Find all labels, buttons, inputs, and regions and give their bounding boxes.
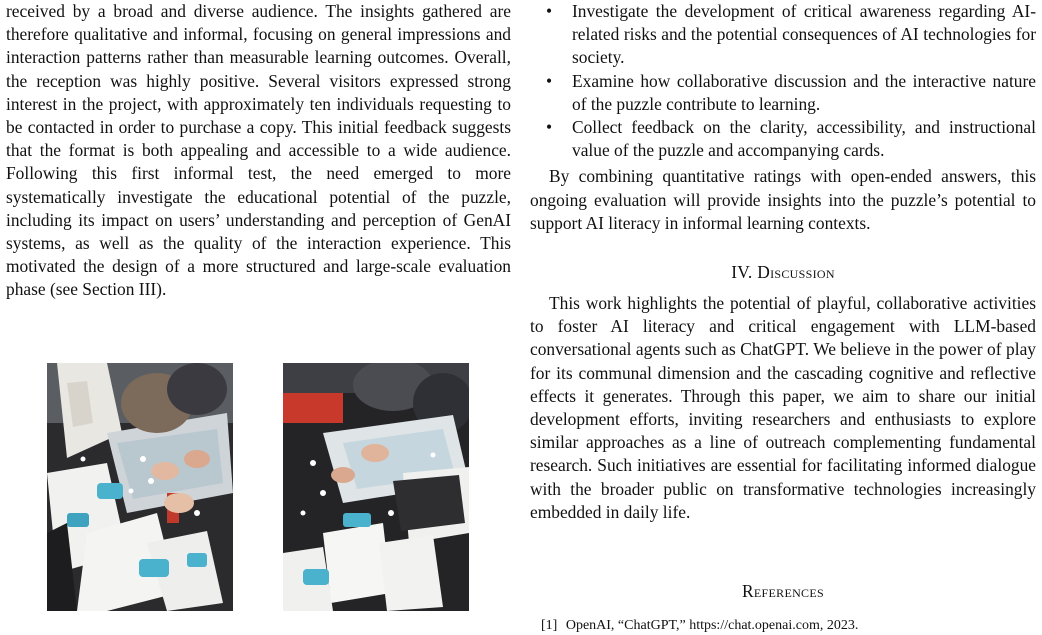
reference-marker: [1] xyxy=(541,618,558,633)
right-column xyxy=(530,0,1036,633)
photo-puzzle-session-left xyxy=(47,363,233,611)
section-title: Discussion xyxy=(757,262,835,283)
bullet-icon: • xyxy=(545,1,553,21)
list-item-text: Investigate the development of critical awareness regarding AI-related risks and the potential consequences of AI technologies for society. xyxy=(572,1,1036,68)
reference-item xyxy=(541,617,858,635)
section-number: IV. xyxy=(731,262,753,283)
section-heading-discussion xyxy=(530,261,1036,284)
left-column xyxy=(6,0,511,302)
body-paragraph-reception: received by a broad and diverse audience. The insights gathered are therefore qualitative and informal, focusing on general impressions and interaction patterns rather than measurable learning outcomes. Overall, the reception was highly positive. Several visitors expressed strong interest in the project, with approximately ten individuals requesting to be contacted in order to purchase a copy. This initial feedback suggests that the format is both appealing and accessible to a wide audience. Following this first informal test, the need emerged to more systematically investigate the educational potential of the puzzle, including its impact on users’ understanding and perception of GenAI systems, as well as the quality of the interaction experience. This motivated the design of a more structured and large-scale evaluation phase (see Section III). xyxy=(6,1,511,300)
list-item xyxy=(530,0,1036,70)
list-item-text: Examine how collaborative discussion and the interactive nature of the puzzle contribute to learning. xyxy=(572,70,1036,114)
figure-photos xyxy=(47,363,469,611)
body-paragraph-discussion: This work highlights the potential of playful, collaborative activities to foster AI literacy and critical engagement with LLM-based conversational agents such as ChatGPT. We believe in the power of play for its communal dimension and the cascading cognitive and reflective effects it generates. Through this paper, we aim to share our initial development efforts, inviting researchers and enthusiasts to explore similar approaches as a line of outreach complementing fundamental research. Such initiatives are essential for facilitating informed dialogue with the broader public on transformative technologies increasingly embedded in daily life. xyxy=(530,293,1036,522)
reference-text: OpenAI, “ChatGPT,” https://chat.openai.com, 2023. xyxy=(565,618,859,633)
bullet-icon: • xyxy=(545,117,553,138)
list-item xyxy=(530,70,1036,116)
list-item xyxy=(530,116,1036,162)
evaluation-objectives-list xyxy=(530,0,1036,162)
photo-right-illustration xyxy=(283,363,469,611)
bullet-icon: • xyxy=(545,70,553,91)
list-item-text: Collect feedback on the clarity, accessibility, and instructional value of the puzzle and accompanying cards. xyxy=(572,117,1036,161)
photo-left-illustration xyxy=(47,363,233,611)
photo-puzzle-session-right xyxy=(283,363,469,611)
section-heading-references: References xyxy=(742,581,824,601)
body-paragraph-evaluation: By combining quantitative ratings with open-ended answers, this ongoing evaluation will provide insights into the puzzle’s potential to support AI literacy in informal learning contexts. xyxy=(530,166,1036,233)
